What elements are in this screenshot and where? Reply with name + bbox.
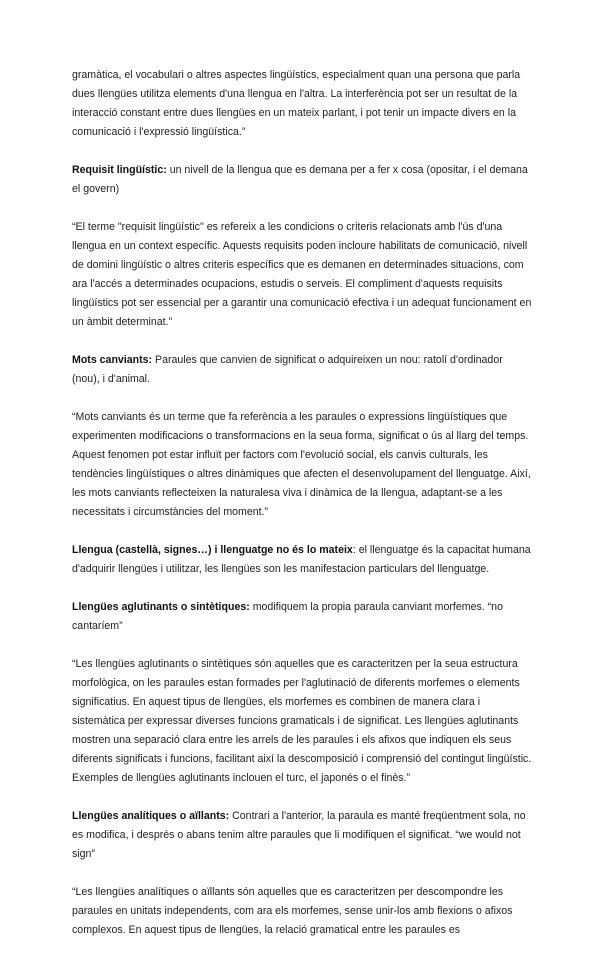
paragraph-text: “Les llengües aglutinants o sintètiques són aquelles que es caracteritzen per la seua estructura morfològica, on les paraules estan formades per l'aglutinació de diferents morfemes o elements significatius. En aquest tipus de llengües, els morfemes es combinen de manera clara i sistemàtica per expressar diverses funcions gramaticals i de significat. Les llengües aglutinants mostren una separació clara entre les arrels de les paraules i els afixos que indiquen els seus diferents significats i funcions, facilitant així la descomposició i comprensió del contingut lingüístic. Exemples de llengües aglutinants inclouen el turc, el japonés o el finès.” [72,658,532,784]
paragraph-text: : el llenguatge és la capacitat humana d'adquirir llengües i utilitzar, les llengües son les manifestacion particulars del llenguatge. [72,544,531,575]
paragraph-text: un nivell de la llengua que es demana per a fer x cosa (opositar, i el demana el govern) [72,164,528,195]
paragraph-interference-quote [72,66,532,142]
paragraph-aglutinants [72,598,532,636]
paragraph-analitiques-quote [72,883,532,940]
paragraph-term: Llengua (castellà, signes…) i llenguatge no és lo mateix [72,544,353,556]
paragraph-term: Mots canviants: [72,354,153,366]
paragraph-term: Llengües aglutinants o sintètiques: [72,601,250,613]
paragraph-text: “Mots canviants és un terme que fa referència a les paraules o expressions lingüístiques que experimenten modificacions o transformacions en la seua forma, significat o ús al llarg del temps. Aquest fenomen pot estar influït per factors com l'evolució social, els canvis culturals, les tendències lingüístiques o altres dinàmiques que afecten el desenvolupament del llenguatge. Així, les mots canviants reflecteixen la naturalesa viva i dinàmica de la llengua, adaptant-se a les necessitats i circumstàncies del moment.” [72,411,531,518]
document-body [72,66,532,959]
paragraph-requisit-linguistic [72,161,532,199]
paragraph-text: “El terme "requisit lingüístic" es refereix a les condicions o criteris relacionats amb l'ús d'una llengua en un context específic. Aquests requisits poden incloure habilitats de comunicació, nivell de domini lingüístic o altres criteris específics que es demanen en determinades situacions, com ara l'accés a determinades ocupacions, estudis o serveis. El compliment d'aquests requisits lingüístics pot ser essencial per a garantir una comunicació efectiva i un adequat funcionament en un àmbit determinat.” [72,221,532,328]
paragraph-analitiques [72,807,532,864]
paragraph-text: Contrari a l'anterior, la paraula es manté freqüentment sola, no es modifica, i després o abans tenim altre paraules que li modifiquen el significat. “we would not sign” [72,810,526,860]
paragraph-text: “Les llengües analítiques o aïllants són aquelles que es caracteritzen per descompondre les paraules en unitats independents, com ara els morfemes, sense unir-los amb flexions o afixos complexos. En aquest tipus de llengües, la relació gramatical entre les paraules es [72,886,513,936]
paragraph-term: Requisit lingüístic: [72,164,167,176]
paragraph-term: Llengües analítiques o aïllants: [72,810,230,822]
paragraph-text: gramàtica, el vocabulari o altres aspectes lingüístics, especialment quan una persona que parla dues llengües utilitza elements d'una llengua en l'altra. La interferència pot ser un resultat de la interacció constant entre dues llengües en un mateix parlant, i pot tenir un impacte divers en la comunicació i l'expressió lingüística.” [72,69,521,138]
paragraph-llengua-llenguatge [72,541,532,579]
paragraph-text: Paraules que canvien de significat o adquireixen un nou: ratolí d'ordinador (nou), i d'animal. [72,354,503,385]
paragraph-text: modifiquem la propia paraula canviant morfemes. “no cantaríem” [72,601,503,632]
paragraph-mots-canviants [72,351,532,389]
paragraph-requisit-quote [72,218,532,332]
paragraph-aglutinants-quote [72,655,532,788]
paragraph-mots-quote [72,408,532,522]
